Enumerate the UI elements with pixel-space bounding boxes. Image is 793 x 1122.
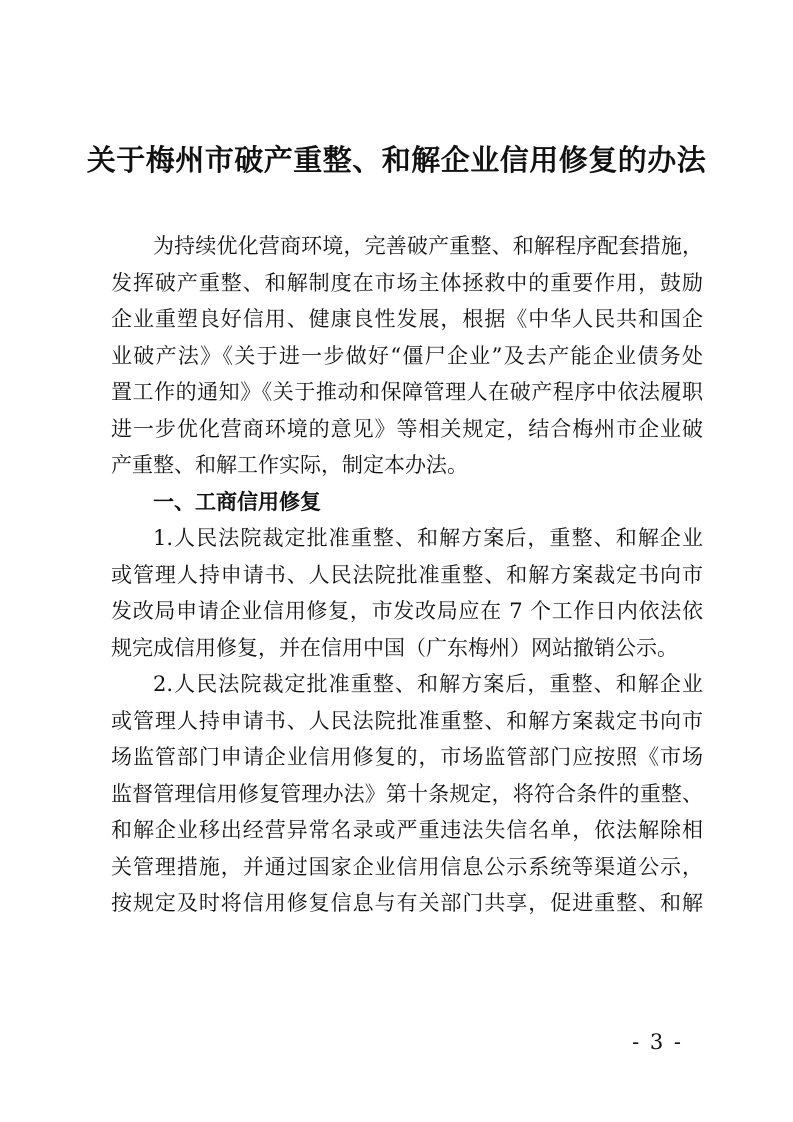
item-1-line: 1.人民法院裁定批准重整、和解方案后，重整、和解企业 — [153, 526, 703, 550]
document-title: 关于梅州市破产重整、和解企业信用修复的办法 — [86, 143, 707, 177]
document-body — [111, 228, 703, 922]
item-1-line: 规完成信用修复，并在信用中国（广东梅州）网站撤销公示。 — [111, 635, 678, 660]
item-1-line: 发改局申请企业信用修复，市发改局应在 7 个工作日内依法依 — [111, 599, 703, 623]
item-2-line: 关管理措施，并通过国家企业信用信息公示系统等渠道公示， — [111, 854, 703, 879]
intro-line: 产重整、和解工作实际，制定本办法。 — [111, 453, 468, 477]
intro-line: 企业重塑良好信用、健康良性发展，根据《中华人民共和国企 — [111, 307, 703, 331]
item-1-line: 或管理人持申请书、人民法院批准重整、和解方案裁定书向市 — [111, 562, 703, 587]
intro-line: 置工作的通知》《关于推动和保障管理人在破产程序中依法履职 — [111, 380, 703, 404]
intro-paragraph — [111, 228, 703, 484]
item-2-line: 或管理人持申请书、人民法院批准重整、和解方案裁定书向市 — [111, 708, 703, 733]
intro-line: 为持续优化营商环境，完善破产重整、和解程序配套措施， — [153, 234, 703, 258]
item-2-line: 2.人民法院裁定批准重整、和解方案后，重整、和解企业 — [153, 672, 703, 696]
intro-line: 进一步优化营商环境的意见》等相关规定，结合梅州市企业破 — [111, 416, 703, 441]
intro-line: 业破产法》《关于进一步做好“僵尸企业”及去产能企业债务处 — [111, 343, 703, 368]
item-2-line: 按规定及时将信用修复信息与有关部门共享，促进重整、和解 — [111, 891, 703, 915]
section-heading: 一、工商信用修复 — [153, 489, 321, 514]
item-2-line: 监督管理信用修复管理办法》第十条规定，将符合条件的重整、 — [111, 781, 703, 806]
item-1-paragraph — [111, 520, 703, 666]
item-2-paragraph — [111, 666, 703, 922]
item-2-line: 和解企业移出经营异常名录或严重违法失信名单，依法解除相 — [111, 818, 703, 842]
item-2-line: 场监管部门申请企业信用修复的，市场监管部门应按照《市场 — [111, 745, 703, 769]
page-number: - 3 - — [632, 1030, 683, 1054]
intro-line: 发挥破产重整、和解制度在市场主体拯救中的重要作用，鼓励 — [111, 270, 703, 295]
